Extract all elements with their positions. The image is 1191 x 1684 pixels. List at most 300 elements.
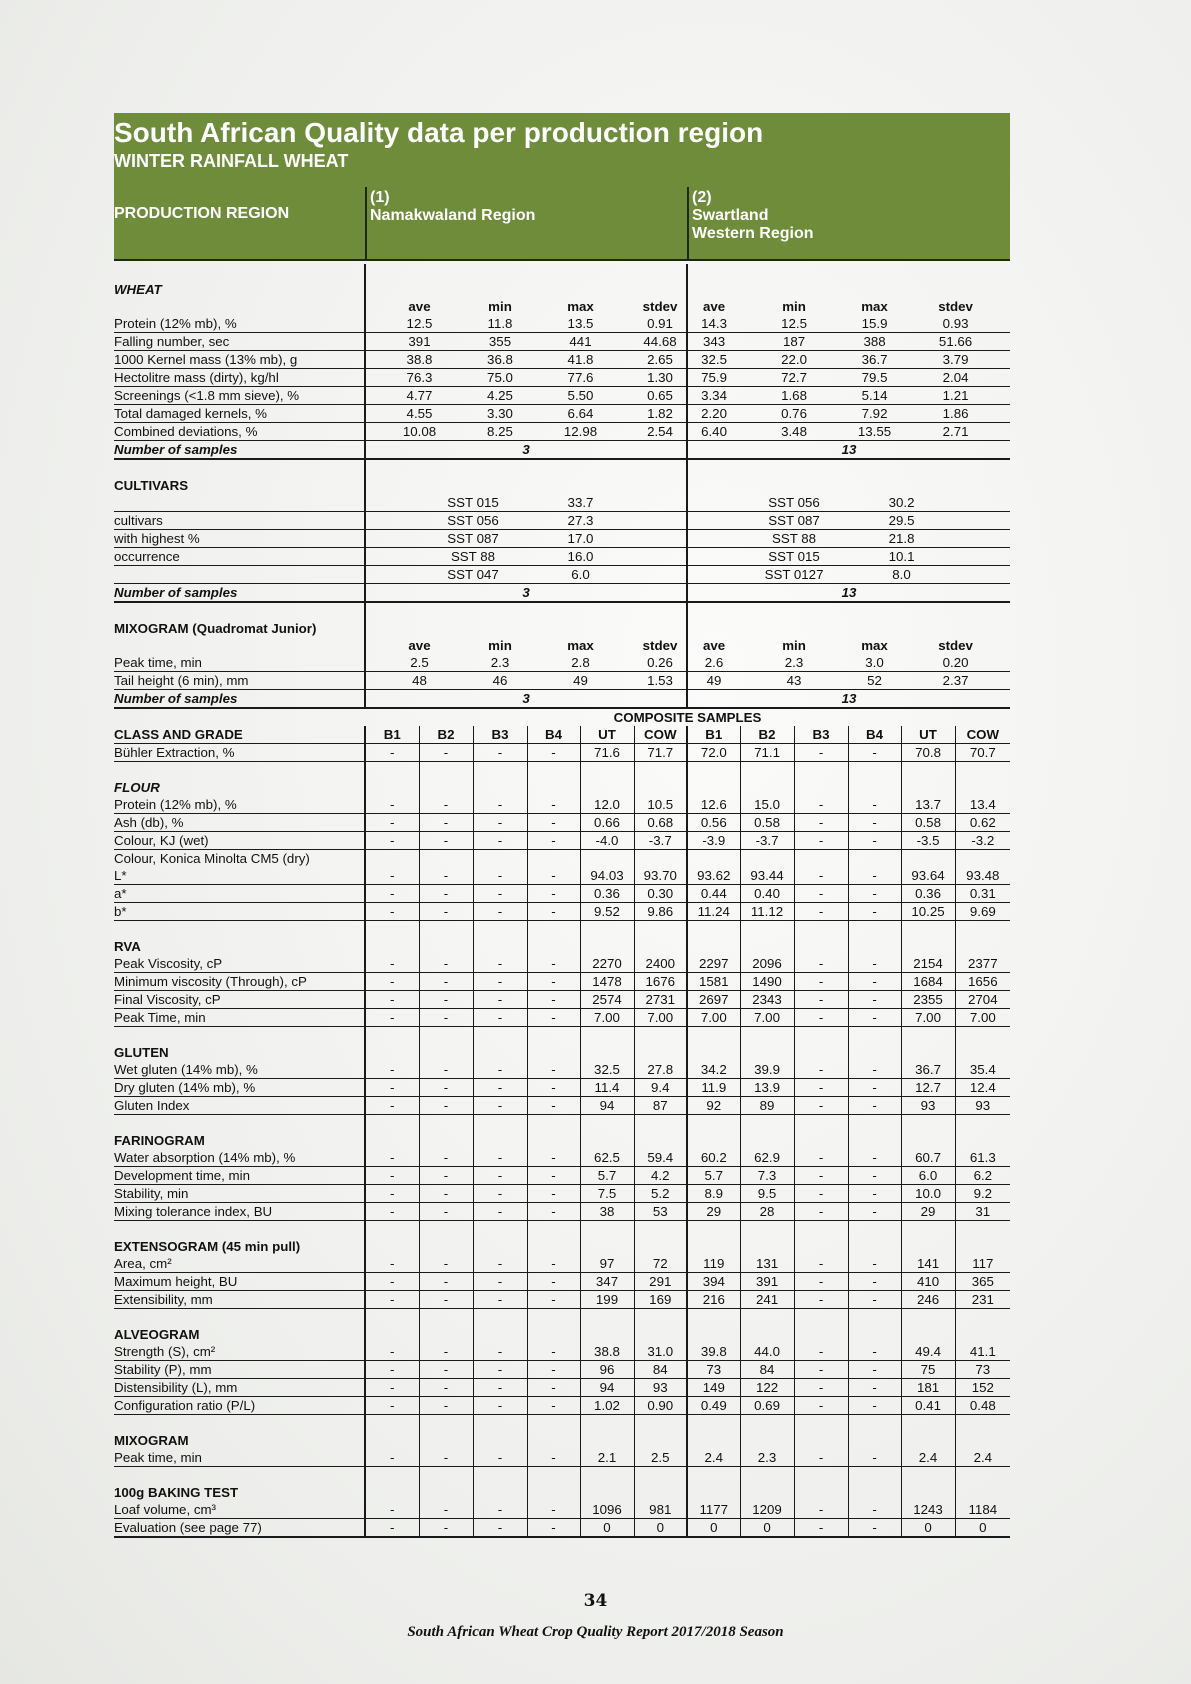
value-cell: - [365,744,419,762]
blank-cell [634,1467,687,1485]
value-cell: 1676 [634,973,687,991]
cultivar-row [114,548,1010,566]
blank-cell [740,1467,794,1485]
value-cell: 12.7 [901,1079,955,1097]
blank-cell [580,1432,634,1449]
value-cell: - [848,1203,901,1221]
blank-cell [365,1467,419,1485]
blank-cell [580,850,634,868]
table-row [114,333,1010,351]
value-cell: - [527,1501,580,1519]
value-cell: 1096 [580,1501,634,1519]
blank-cell [365,762,419,780]
value-cell: 7.00 [901,1009,955,1027]
value-cell: 51.66 [901,333,1010,351]
value-cell: - [365,867,419,885]
value-cell: 32.5 [687,351,740,369]
blank-cell [687,602,1010,620]
value-cell: 27.8 [634,1061,687,1079]
value-cell: - [527,903,580,921]
value-cell: - [794,867,848,885]
value-cell: - [794,1149,848,1167]
blank-cell [365,1044,419,1061]
value-cell: 38 [580,1203,634,1221]
blank-cell [473,1309,527,1327]
samples-count: 3 [365,441,687,460]
value-cell: 94.03 [580,867,634,885]
value-cell: 76.3 [365,369,473,387]
value-cell: 1.21 [901,387,1010,405]
blank-cell [740,1115,794,1133]
value-cell: - [794,1379,848,1397]
blank-cell [580,1132,634,1149]
blank-cell [687,566,740,584]
value-cell: 6.0 [901,1167,955,1185]
value-cell: 7.5 [580,1185,634,1203]
blank-cell [365,494,419,512]
blank-cell [419,850,473,868]
value-cell: 0.90 [634,1397,687,1415]
blank-cell [687,1115,740,1133]
value-cell: 36.8 [473,351,527,369]
blank-cell [419,1221,473,1239]
value-cell: - [848,1397,901,1415]
row-label: Protein (12% mb), % [114,796,365,814]
table-row [114,405,1010,423]
section-title: RVA [114,938,141,954]
value-cell: - [473,1361,527,1379]
value-cell: 131 [740,1255,794,1273]
cultivar-name: SST 015 [419,494,527,512]
blank-cell [634,1221,687,1239]
value-cell: 10.5 [634,796,687,814]
blank-cell [365,512,419,530]
section-header [114,779,1010,796]
spacer-row [114,1309,1010,1327]
value-cell: - [473,1397,527,1415]
table-row [114,387,1010,405]
table-row [114,885,1010,903]
blank-cell [740,1432,794,1449]
value-cell: 7.00 [740,1009,794,1027]
value-cell: - [419,955,473,973]
value-cell: - [527,1061,580,1079]
value-cell: - [848,744,901,762]
value-cell: - [419,1519,473,1538]
value-cell: - [527,1291,580,1309]
blank-cell [634,762,687,780]
cultivar-name: SST 056 [740,494,848,512]
value-cell: 39.8 [687,1343,740,1361]
value-cell: 0.36 [580,885,634,903]
blank-cell [365,1326,419,1343]
value-cell: - [527,744,580,762]
blank-cell [634,1484,687,1501]
table-row [114,1273,1010,1291]
blank-cell [419,1326,473,1343]
blank-cell [527,921,580,939]
blank-cell [687,938,740,955]
blank-cell [419,1415,473,1433]
value-cell: 3.34 [687,387,740,405]
table-row [114,1009,1010,1027]
table-row [114,351,1010,369]
samples-count: 3 [365,584,687,603]
value-cell: 32.5 [580,1061,634,1079]
section-title: CULTIVARS [114,477,189,493]
value-cell: - [419,1167,473,1185]
grade-header: B3 [473,726,527,744]
value-cell: 12.98 [527,423,634,441]
value-cell: 36.7 [848,351,901,369]
value-cell: 31 [955,1203,1010,1221]
value-cell: 9.2 [955,1185,1010,1203]
value-cell: 1.82 [634,405,687,423]
section-header [114,1484,1010,1501]
row-label: Screenings (<1.8 mm sieve), % [114,387,365,405]
value-cell: 1.53 [634,672,687,690]
blank-cell [114,459,365,477]
value-cell: - [419,1061,473,1079]
blank-cell [740,1238,794,1255]
blank-cell [740,779,794,796]
value-cell: 0.49 [687,1397,740,1415]
value-cell: 5.14 [848,387,901,405]
value-cell: - [848,1519,901,1538]
table-row [114,903,1010,921]
value-cell: - [794,1361,848,1379]
value-cell: 38.8 [365,351,473,369]
blank-cell [580,779,634,796]
value-cell: - [473,1185,527,1203]
value-cell: - [473,832,527,850]
value-cell: 11.24 [687,903,740,921]
value-cell: - [419,1149,473,1167]
blank-cell [955,921,1010,939]
row-label [114,494,365,512]
grade-header: COW [955,726,1010,744]
blank-cell [419,1432,473,1449]
value-cell: - [848,991,901,1009]
blank-cell [794,1326,848,1343]
blank-cell [114,264,365,281]
value-cell: 1684 [901,973,955,991]
value-cell: - [794,991,848,1009]
blank-cell [955,512,1010,530]
blank-cell [473,779,527,796]
value-cell: 49 [527,672,634,690]
value-cell: 93.44 [740,867,794,885]
value-cell: 347 [580,1273,634,1291]
value-cell: - [473,814,527,832]
grade-header: UT [901,726,955,744]
value-cell: - [527,867,580,885]
blank-cell [794,1467,848,1485]
value-cell: -3.9 [687,832,740,850]
cultivars-section-header [114,477,1010,494]
value-cell: - [527,1203,580,1221]
cultivar-share: 6.0 [527,566,634,584]
value-cell: 12.5 [365,315,473,333]
blank-cell [955,1467,1010,1485]
value-cell: - [848,867,901,885]
row-label: Falling number, sec [114,333,365,351]
value-cell: - [419,1203,473,1221]
spacer-row [114,1221,1010,1239]
blank-cell [114,708,365,726]
blank-cell [473,1326,527,1343]
value-cell: - [419,991,473,1009]
table-row [114,1501,1010,1519]
column-header: stdev [642,637,678,653]
value-cell: 0.93 [901,315,1010,333]
blank-cell [794,1132,848,1149]
cultivar-row [114,566,1010,584]
section-header [114,938,1010,955]
value-cell: 79.5 [848,369,901,387]
value-cell: - [365,1255,419,1273]
blank-cell [848,1309,901,1327]
blank-cell [687,620,1010,637]
value-cell: 13.55 [848,423,901,441]
blank-cell [419,1467,473,1485]
value-cell: - [365,973,419,991]
region-2-heading: (2) Swartland Western Region [692,189,814,242]
blank-cell [687,1044,740,1061]
table-row [114,1519,1010,1538]
blank-cell [848,921,901,939]
cultivar-name: SST 047 [419,566,527,584]
row-label: Minimum viscosity (Through), cP [114,973,365,991]
blank-cell [527,1326,580,1343]
spacer-row [114,1115,1010,1133]
row-label: Maximum height, BU [114,1273,365,1291]
value-cell: 2.04 [901,369,1010,387]
row-label: Peak time, min [114,1449,365,1467]
value-cell: 14.3 [687,315,740,333]
blank-cell [634,548,687,566]
cultivar-name: SST 087 [740,512,848,530]
value-cell: - [473,1061,527,1079]
banner-rule [114,259,1010,261]
blank-cell [848,1115,901,1133]
value-cell: - [848,1449,901,1467]
blank-cell [740,850,794,868]
value-cell: 0.30 [634,885,687,903]
value-cell: 1.02 [580,1397,634,1415]
column-header: stdev [938,298,973,314]
value-cell: - [794,796,848,814]
blank-cell [740,938,794,955]
class-grade-row [114,726,1010,744]
value-cell: 2.4 [901,1449,955,1467]
samples-label: Number of samples [114,690,365,709]
blank-cell [848,1467,901,1485]
value-cell: 35.4 [955,1061,1010,1079]
value-cell: - [419,1501,473,1519]
blank-cell [740,1484,794,1501]
blank-cell [687,512,740,530]
cultivar-name: SST 015 [740,548,848,566]
value-cell: 2297 [687,955,740,973]
blank-cell [634,1027,687,1045]
value-cell: - [365,991,419,1009]
blank-cell [580,938,634,955]
blank-cell [901,1415,955,1433]
value-cell: 43 [740,672,848,690]
blank-cell [419,1027,473,1045]
blank-cell [473,1221,527,1239]
row-label: Area, cm² [114,1255,365,1273]
blank-cell [473,850,527,868]
value-cell: 122 [740,1379,794,1397]
value-cell: - [419,832,473,850]
value-cell: 141 [901,1255,955,1273]
value-cell: 6.64 [527,405,634,423]
blank-cell [955,494,1010,512]
column-header: ave [365,298,473,315]
value-cell: 3.48 [740,423,848,441]
row-label: Configuration ratio (P/L) [114,1397,365,1415]
blank-cell [527,1132,580,1149]
blank-cell [527,1432,580,1449]
value-cell: 119 [687,1255,740,1273]
blank-cell [794,1484,848,1501]
blank-cell [848,779,901,796]
value-cell: 2.5 [634,1449,687,1467]
value-cell: - [473,1291,527,1309]
blank-cell [687,1432,740,1449]
blank-cell [114,1115,365,1133]
value-cell: - [365,1449,419,1467]
blank-cell [580,1309,634,1327]
value-cell: 1.68 [740,387,848,405]
value-cell: - [527,1397,580,1415]
value-cell: 2355 [901,991,955,1009]
value-cell: 0.91 [634,315,687,333]
value-cell: 73 [687,1361,740,1379]
section-header [114,1432,1010,1449]
value-cell: 0.44 [687,885,740,903]
value-cell: - [419,744,473,762]
grade-header: UT [580,726,634,744]
blank-cell [901,762,955,780]
value-cell: - [527,885,580,903]
grade-header: B1 [365,726,419,744]
value-cell: 0.66 [580,814,634,832]
blank-cell [527,850,580,868]
blank-cell [955,1221,1010,1239]
quality-data-table [114,264,1010,1538]
grade-header: B4 [527,726,580,744]
blank-cell [365,530,419,548]
value-cell: 9.86 [634,903,687,921]
blank-cell [580,1221,634,1239]
value-cell: - [794,1203,848,1221]
value-cell: 199 [580,1291,634,1309]
blank-cell [365,1132,419,1149]
value-cell: - [473,867,527,885]
blank-cell [114,1221,365,1239]
column-header: min [782,298,806,314]
blank-cell [527,1221,580,1239]
value-cell: 1581 [687,973,740,991]
value-cell: - [365,1343,419,1361]
blank-cell [419,1132,473,1149]
table-row [114,955,1010,973]
mixogram-qj-section-header [114,620,1010,637]
value-cell: - [794,1343,848,1361]
value-cell: 60.7 [901,1149,955,1167]
value-cell: - [419,1449,473,1467]
value-cell: - [527,1097,580,1115]
value-cell: 2400 [634,955,687,973]
blank-cell [419,1044,473,1061]
value-cell: 44.68 [634,333,687,351]
blank-cell [634,1132,687,1149]
value-cell: - [419,1009,473,1027]
value-cell: 1478 [580,973,634,991]
value-cell: 70.7 [955,744,1010,762]
blank-cell [687,779,740,796]
value-cell: 87 [634,1097,687,1115]
value-cell: 77.6 [527,369,634,387]
blank-cell [114,602,365,620]
blank-cell [955,1415,1010,1433]
value-cell: - [794,1061,848,1079]
blank-cell [955,566,1010,584]
value-cell: - [848,1273,901,1291]
value-cell: 10.25 [901,903,955,921]
value-cell: 72 [634,1255,687,1273]
value-cell: - [527,1079,580,1097]
blank-cell [794,779,848,796]
value-cell: 7.00 [580,1009,634,1027]
blank-cell [687,1027,740,1045]
value-cell: 2154 [901,955,955,973]
blank-cell [580,1484,634,1501]
row-label: 1000 Kernel mass (13% mb), g [114,351,365,369]
value-cell: 61.3 [955,1149,1010,1167]
blank-cell [687,850,740,868]
table-row [114,1097,1010,1115]
row-label: Distensibility (L), mm [114,1379,365,1397]
row-label: Peak Viscosity, cP [114,955,365,973]
value-cell: - [365,1379,419,1397]
value-cell: - [794,1501,848,1519]
blank-cell [419,1484,473,1501]
value-cell: - [848,955,901,973]
value-cell: - [794,1519,848,1538]
table-row [114,369,1010,387]
value-cell: 1.86 [901,405,1010,423]
value-cell: 71.1 [740,744,794,762]
blank-cell [527,938,580,955]
value-cell: - [848,1501,901,1519]
value-cell: - [527,1185,580,1203]
blank-cell [794,1415,848,1433]
value-cell: - [794,1397,848,1415]
blank-cell [473,1115,527,1133]
blank-cell [634,1432,687,1449]
blank-cell [901,779,955,796]
blank-cell [687,1467,740,1485]
title-banner [114,113,1010,261]
blank-cell [687,921,740,939]
cultivar-row [114,512,1010,530]
composite-title-row [114,708,1010,726]
table-row [114,850,1010,868]
